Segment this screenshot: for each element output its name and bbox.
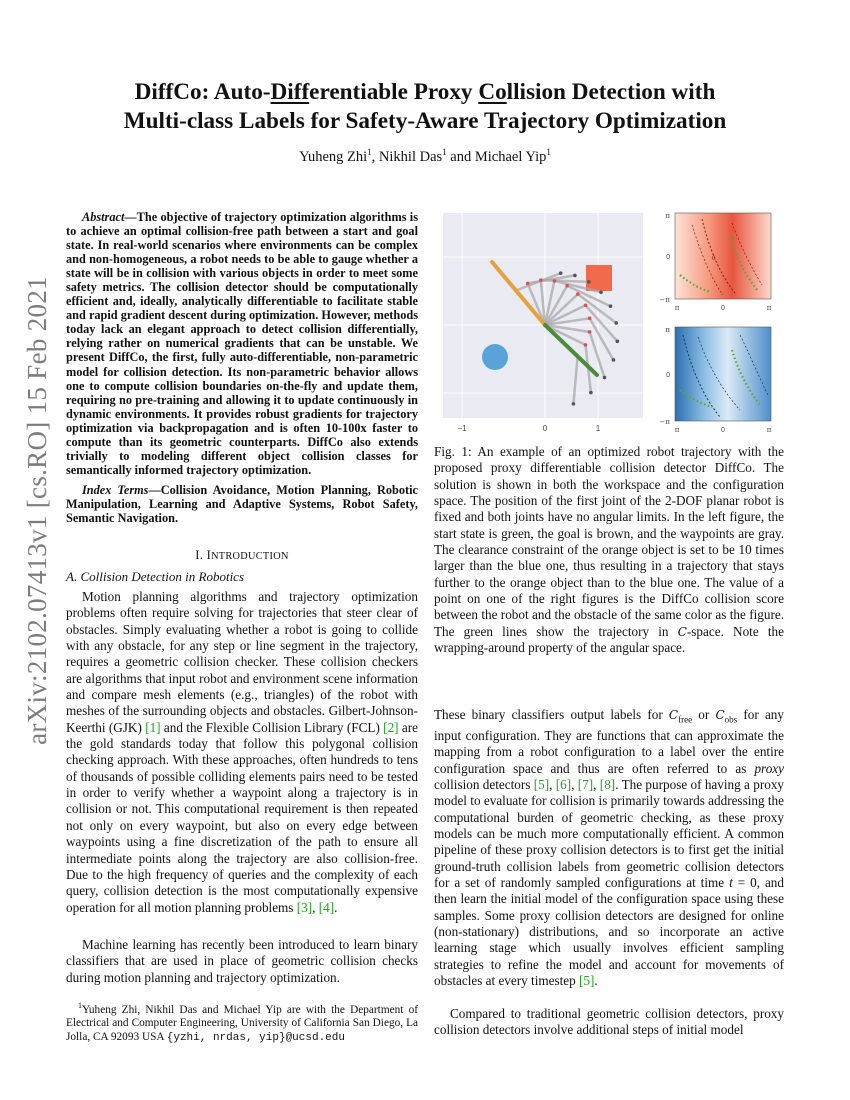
citation-link[interactable]: [7] [577,777,594,793]
text-run: Motion planning algorithms and trajectory optimization problems often require solving for trajectories that steer clear of obstacles. Simply evaluating whether a robot is going to collide with any obstacle, for any step or line segment in the trajectory, requires a geometric collision checker. These collision checkers are algorithms that input robot and environment scene information and compare mesh elements (e.g., triangles) of the robot with meshes of the surrounding objects and obstacles. Gilbert-Johnson-Keerthi (GJK) [66,589,418,735]
text-run: , [312,899,319,915]
author-separator: and [446,148,475,165]
waypoint-joint [584,343,588,347]
subsection-heading: A. Collision Detection in Robotics [66,569,245,584]
red-x-tick-left: π [674,304,680,312]
text-run: and the Flexible Collision Library (FCL) [160,719,384,735]
time-variable: t [729,875,733,891]
waypoint-joint [526,282,530,286]
blue-obstacle [482,344,508,370]
citation-link[interactable]: [5] [579,973,595,989]
text-run: . [334,899,338,915]
blue-x-tick-right: π [766,426,772,434]
index-terms [66,483,418,525]
citation-link[interactable]: [6] [555,777,572,793]
title-seg: llision Detection with [506,79,716,105]
orange-obstacle [586,265,612,291]
section-heading-introduction [66,548,418,563]
waypoint-joint [565,284,569,288]
waypoint-endpoint [616,339,620,343]
waypoint-joint [576,292,580,296]
text-run: collision detectors [434,777,534,793]
waypoint-endpoint [612,358,616,362]
caption-tail: -space. Note the wrapping-around property of the angular space. [434,623,784,656]
cfree-subscript: free [678,714,693,725]
index-terms-text: —Collision Avoidance, Motion Planning, Robotic Manipulation, Learning and Adaptive Systems, Robot Safety, Semantic Navigation. [66,483,418,525]
waypoint-joint [539,278,543,282]
title-underline-diff: Diff [270,79,310,105]
figure-1-caption [434,444,784,656]
text-run: These binary classifiers output labels for [434,707,669,722]
workspace-tick-label: −1 [457,424,467,433]
citation-link[interactable]: [2] [383,719,399,735]
arxiv-identifier-stamp [10,275,65,745]
waypoint-endpoint [573,274,577,278]
author-affiliation-mark: 1 [546,147,551,157]
footnote-text: Yuheng Zhi, Nikhil Das and Michael Yip are with the Department of Electrical and Computer Engineering, University of California San Diego, La Jolla, CA 92093 USA [66,1003,418,1043]
author-name: Michael Yip [474,148,547,165]
red-y-tick-bottom: −π [659,296,670,304]
paragraph [66,589,418,916]
proxy-emphasis: proxy [754,760,784,776]
text-run: , [549,777,556,793]
waypoint-endpoint [609,304,613,308]
workspace-tick-label: 1 [595,424,601,433]
waypoint-endpoint [587,280,591,284]
figure-1-graphic [440,205,780,440]
waypoint-endpoint [614,321,618,325]
citation-link[interactable]: [1] [145,719,161,735]
title-line-2: Multi-class Labels for Safety-Aware Trajectory Optimization [123,108,727,134]
waypoint-link [541,280,589,282]
text-run: = 0 [732,875,757,891]
figure-1 [440,205,780,440]
paragraph: Machine learning has recently been introduced to learn binary classifiers that are used in place of geometric collision checks during motion planning and trajectory optimization. [66,937,418,985]
paragraph: Compared to traditional geometric collision detectors, proxy collision detectors involve additional steps of initial model [434,1006,784,1038]
blue-y-tick-mid: 0 [666,372,670,379]
waypoint-endpoint [603,376,607,380]
red-y-tick-mid: 0 [666,254,670,261]
section-title-rest: NTRODUCTION [211,551,289,562]
author-affiliation-mark: 1 [442,147,447,157]
text-run: , [571,777,578,793]
waypoint-joint [553,279,557,283]
author-affiliation-mark: 1 [367,147,372,157]
section-number: I. [195,548,207,562]
text-run: for any input configuration. They are functions that can approximate the mapping from a robot configuration to a label over the entire configuration space and thus are often referred to as [434,707,784,776]
cobs-subscript: obs [724,714,738,725]
author-separator: , [371,148,379,165]
waypoint-endpoint [572,402,576,406]
paragraph-collision-detection [66,589,418,916]
affiliation-footnote [66,999,418,1046]
citation-link[interactable]: [8] [599,777,616,793]
arxiv-identifier: arXiv:2102.07413v1 [cs.RO] 15 Feb 2021 [22,275,53,745]
waypoint-joint [584,304,588,308]
author-name: Yuheng Zhi [299,148,368,165]
waypoint-endpoint [599,290,603,294]
cspace-symbol: C [677,624,687,639]
abstract [66,210,418,477]
paragraph-binary-classifiers [434,707,784,989]
waypoint-endpoint [589,391,593,395]
blue-cspace-map [675,327,771,421]
blue-x-tick-mid: 0 [721,427,725,434]
caption-label: Fig. 1: [434,444,472,459]
blue-y-tick-bottom: −π [659,418,670,426]
waypoint-endpoint [559,271,563,275]
red-x-tick-right: π [766,304,772,312]
text-run: , [593,777,600,793]
title-line-1 [70,78,780,107]
text-run: , and then learn the initial model of the configuration space using these samples. Some proxy collision detectors are designed for online (non-stationary) distributions, and so incorporate an active learning stage which usually involves efficient sampling strategies to refine the model and account for movements of obstacles at every timestep [434,875,784,989]
caption-text: An example of an optimized robot trajectory with the proposed proxy differentiable collision detector DiffCo. The solution is shown in both the workspace and the configuration space. The position of the first joint of the 2-DOF planar robot is fixed and both joints have no angular limits. In the left figure, the start state is green, the goal is brown, and the waypoints are gray. The clearance constraint of the orange object is set to be 10 times larger than the blue one, thus resulting in a trajectory that stays further to the orange object than to the blue one. The value of a point on one of the right figures is the DiffCo collision score between the robot and the obstacle of the same color as the figure. The green lines show the trajectory in [434,444,784,639]
text-run: . [594,973,598,989]
blue-x-tick-left: π [674,426,680,434]
footnote-mark: 1 [78,1001,82,1010]
text-run: . The purpose of having a proxy model to evaluate for collision is primarily towards addressing the computational burden of geometric checking, as these proxy models can be much more computationally efficient. A common pipeline of these proxy collision detectors is to first get the initial ground-truth collision labels from geometric collision detectors for a set of randomly sampled configurations at time [434,777,785,891]
author-list [70,147,780,166]
paragraph-machine-learning [66,937,418,986]
author-name: Nikhil Das [378,148,443,165]
abstract-lead: Abstract [82,210,125,224]
author-emails: {yzhi, nrdas, yip}@ucsd.edu [166,1031,345,1044]
red-x-tick-mid: 0 [721,305,725,312]
section-title-initial: I [206,548,212,562]
title-seg: erentiable Proxy [309,79,479,105]
waypoint-joint [588,330,592,334]
waypoint-joint [588,317,592,321]
index-terms-lead: Index Terms [82,483,149,497]
citation-link[interactable]: [5] [533,777,550,793]
paper-title [70,78,780,136]
title-underline-co: Co [478,79,507,105]
cobs-symbol: C [715,708,725,722]
red-cspace-map [675,213,771,299]
workspace-tick-label: 0 [542,424,548,433]
blue-y-tick-top: π [665,326,670,334]
paragraph-compared [434,1006,784,1039]
abstract-text: —The objective of trajectory optimization algorithms is to achieve an optimal collision-free path between a start and goal state. In real-world scenarios where environments can be complex and non-homogeneous, a robot needs to be able to gauge whether a state will be in collision with various objects in order to meet some safety metrics. The collision detector should be computationally efficient and, ideally, analytically differentiable to facilitate stable and rapid gradient descent during optimization. However, methods today lack an elegant approach to detect collision differentially, relying rather on numerical gradients that can be unstable. We present DiffCo, the first, fully auto-differentiable, non-parametric model for collision detection. Its non-parametric behavior allows one to compute collision boundaries on-the-fly and update them, requiring no pre-training and allowing it to update continuously in dynamic environments. It provides robust gradients for trajectory optimization via backpropagation and is often 10-100x faster to compute than its geometric counterparts. DiffCo also extends trivially to modeling different object collision classes for semantically informed trajectory optimization. [66,210,418,477]
text-run: are the gold standards today that follow this polygonal collision checking approach. With these approaches, often hundreds to tens of thousands of possible colliding elements pairs need to be tested in order to verify whether a waypoint along a trajectory is in collision or not. This computational requirement is then repeated not only on every waypoint, but also on every edge between waypoints using a fine discretization of the path to ensure all intermediate points along the trajectory are also collision-free. Due to the high frequency of queries and the complexity of each query, collision detection is the most computationally expensive operation for all motion planning problems [66,719,418,915]
citation-link[interactable]: [3] [296,899,313,915]
red-contour-label: 0 [712,256,716,262]
title-seg: DiffCo: Auto- [134,79,271,105]
red-y-tick-top: π [665,212,670,220]
citation-link[interactable]: [4] [318,899,335,915]
cfree-symbol: C [668,708,679,722]
text-run: or [692,707,716,722]
